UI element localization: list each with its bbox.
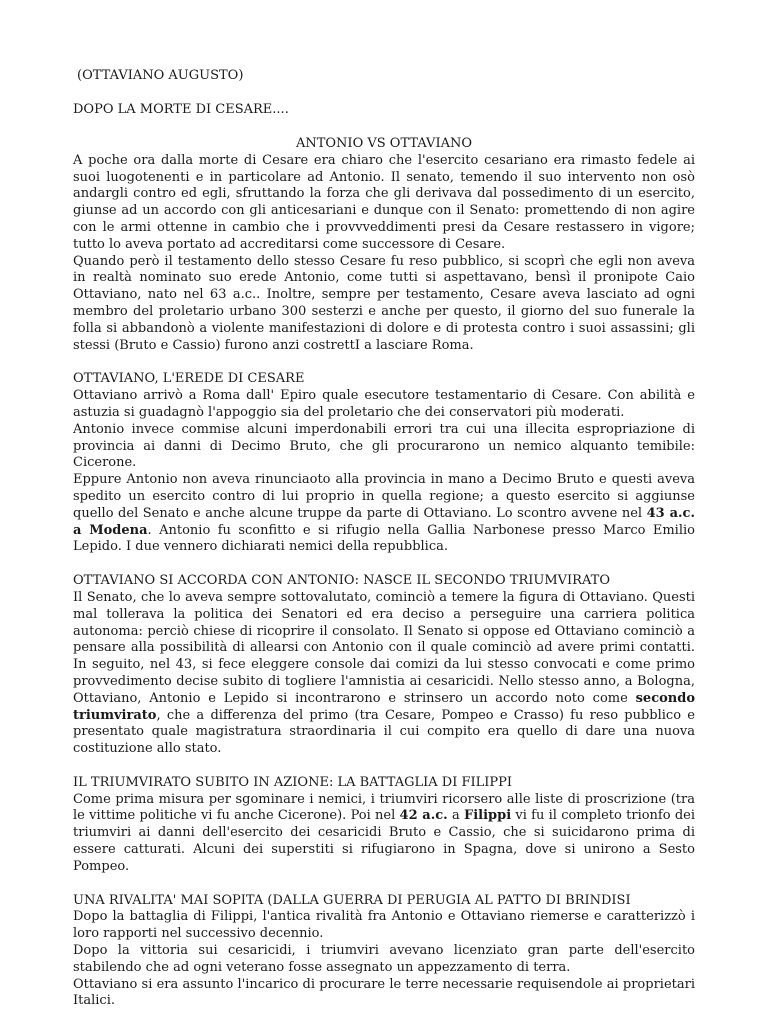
section-title: ANTONIO VS OTTAVIANO xyxy=(295,136,473,151)
section-battaglia-di-filippi xyxy=(73,775,695,876)
section-title: OTTAVIANO SI ACCORDA CON ANTONIO: NASCE IL SECONDO TRIUMVIRATO xyxy=(73,573,610,589)
document-title: (OTTAVIANO AUGUSTO) xyxy=(77,68,244,83)
paragraph: Antonio invece commise alcuni imperdonabili errori tra cui una illecita espropriazione di provincia ai danni di Decimo Bruto, che gli procurarono un nemico alquanto temibile: Cicerone. xyxy=(73,421,695,471)
bold-text: secondo triumvirato xyxy=(73,690,695,723)
bold-text: 42 a.c. xyxy=(399,808,448,824)
text-run: vi fu il completo trionfo dei triumviri ai danni dell'esercito dei cesaricidi Bruto e Cassio, che si suicidarono prima di essere catturati. Alcuni dei superstiti si rifugiarono in Spagna, dove si unirono a Sesto Pompeo. xyxy=(73,808,695,874)
paragraph: Ottaviano arrivò a Roma dall' Epiro quale esecutore testamentario di Cesare. Con abilità e astuzia si guadagnò l'appoggio sia del proletario che dei conservatori più moderati. xyxy=(73,388,695,420)
section-erede-di-cesare xyxy=(73,371,695,556)
section-title: UNA RIVALITA' MAI SOPITA (DALLA GUERRA DI PERUGIA AL PATTO DI BRINDISI xyxy=(73,892,631,908)
section-antonio-vs-ottaviano xyxy=(73,136,695,354)
text-run: Come prima misura per sgominare i nemici, i triumviri ricorsero alle liste di proscrizione (tra le vittime politiche vi fu anche Cicerone). Poi nel xyxy=(73,791,695,824)
paragraph: Quando però il testamento dello stesso Cesare fu reso pubblico, si scoprì che egli non aveva in realtà nominato suo erede Antonio, come tutti si aspettavano, bensì il pronipote Caio Ottaviano, nato nel 63 a.c.. Inoltre, sempre per testamento, Cesare aveva lasciato ad ogni membro del proletario urbano 300 sesterzi e anche per questo, il giorno del suo funerale la folla si abbandonò a violente manifestazioni di dolore e di protesta contro i suoi assassini; gli stessi (Bruto e Cassio) furono anzi costrettI a lasciare Roma. xyxy=(73,253,695,353)
text-run: Il Senato, che lo aveva sempre sottovalutato, cominciò a temere la figura di Ottaviano. Questi mal tollerava la politica dei Senatori ed era deciso a perseguire una carriera politica autonoma: perciò chiese di ricoprire il consolato. Il Senato si oppose ed Ottaviano cominciò a pensare alla possibilità di allearsi con Antonio con il quale cominciò ad avere primi contatti. In seguito, nel 43, si fece eleggere console dai comizi da lui stesso convocati e come primo provvedimento decise subito di togliere l'amnistia ai cesaricidi. Nello stesso anno, a Bologna, Ottaviano, Antonio e Lepido si incontrarono e strinsero un accordo noto come xyxy=(73,589,695,706)
section-title: OTTAVIANO, L'EREDE DI CESARE xyxy=(73,371,305,387)
paragraph xyxy=(73,472,695,556)
paragraph: A poche ora dalla morte di Cesare era chiaro che l'esercito cesariano era rimasto fedele ai suoi luogotenenti e in particolare ad Antonio. Il senato, temendo il suo intervento non osò andargli contro ed egli, sfruttando la forza che gli derivava dal possedimento di un esercito, giunse ad un accordo con gli anticesariani e dunque con il Senato: promettendo di non agire con le armi ottenne in cambio che i provvveddimenti presi da Cesare restassero in vigore; tutto lo aveva portato ad accreditarsi come successore di Cesare. xyxy=(73,152,695,252)
text-run: , che a differenza del primo (tra Cesare, Pompeo e Crasso) fu reso pubblico e presentato quale magistratura straordinaria il cui compito era quello di dare una nuova costituzione allo stato. xyxy=(73,707,695,757)
paragraph: Dopo la battaglia di Filippi, l'antica rivalità fra Antonio e Ottaviano riemerse e caratterizzò i loro rapporti nel successivo decennio. xyxy=(73,909,695,942)
document-intro: DOPO LA MORTE DI CESARE.... xyxy=(73,102,289,117)
section-title: IL TRIUMVIRATO SUBITO IN AZIONE: LA BATTAGLIA DI FILIPPI xyxy=(73,774,513,790)
paragraph: Ottaviano si era assunto l'incarico di procurare le terre necessarie requisendole ai proprietari Italici. xyxy=(73,976,695,1009)
section-rivalita xyxy=(73,893,695,1011)
paragraph xyxy=(73,792,695,876)
paragraph xyxy=(73,590,695,758)
paragraph: Dopo la vittoria sui cesaricidi, i triumviri avevano licenziato gran parte dell'esercito stabilendo che ad ogni veterano fosse assegnato un appezzamento di terra. xyxy=(73,943,695,975)
document-body xyxy=(73,136,695,1010)
text-run: a xyxy=(447,808,464,824)
bold-text: 43 a.c. a Modena xyxy=(73,505,695,538)
text-run: . Antonio fu sconfitto e si rifugio nella Gallia Narbonese presso Marco Emilio Lepido. I due vennero dichiarati nemici della repubblica. xyxy=(73,522,695,555)
text-run: Eppure Antonio non aveva rinunciaoto alla provincia in mano a Decimo Bruto e questi aveva spedito un esercito contro di lui proprio in quella regione; a questo esercito si aggiunse quello del Senato e anche alcune truppe da parte di Ottaviano. Lo scontro avvene nel xyxy=(73,472,695,521)
bold-text: Filippi xyxy=(463,808,512,824)
section-secondo-triumvirato xyxy=(73,573,695,758)
